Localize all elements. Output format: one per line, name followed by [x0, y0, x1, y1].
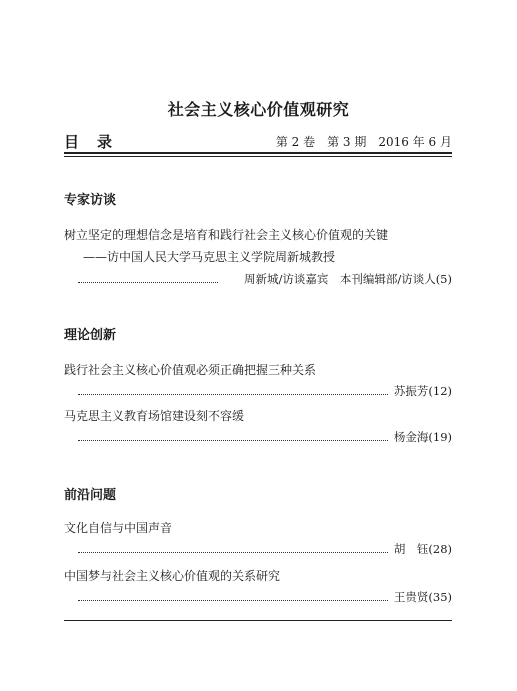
toc-label: 目录 [64, 133, 131, 151]
entry-leader [78, 589, 452, 605]
toc-header [64, 131, 452, 151]
entry-leader [78, 429, 452, 445]
entry-title[interactable]: 树立坚定的理想信念是培育和践行社会主义核心价值观的关键 [64, 228, 389, 242]
leader-dots [78, 599, 388, 601]
leader-dots [78, 439, 388, 441]
leader-dots [78, 393, 388, 395]
entry-author: 苏振芳(12) [393, 384, 452, 398]
entry-author: 周新城/访谈嘉宾 本刊编辑部/访谈人(5) [243, 272, 452, 286]
entry-author: 杨金海(19) [393, 430, 452, 444]
entry-author: 王贵贤(35) [393, 590, 452, 604]
entry-leader [78, 383, 452, 399]
entry-title[interactable]: 践行社会主义核心价值观必须正确把握三种关系 [64, 363, 317, 377]
entry-title[interactable]: 文化自信与中国声音 [64, 521, 173, 535]
header-rule-thick [64, 152, 452, 154]
leader-dots [78, 281, 218, 283]
footer-rule [64, 620, 452, 621]
entry-leader [78, 541, 452, 557]
section-heading-expert-interview: 专家访谈 [64, 193, 117, 208]
entry-title[interactable]: 中国梦与社会主义核心价值观的关系研究 [64, 569, 281, 583]
header-rule-thin [64, 156, 452, 157]
leader-dots [78, 551, 388, 553]
section-heading-theory-innovation: 理论创新 [64, 328, 117, 343]
entry-author: 胡 钰(28) [393, 542, 452, 556]
entry-subtitle: ——访中国人民大学马克思主义学院周新城教授 [83, 250, 336, 264]
entry-leader [78, 271, 452, 287]
journal-title: 社会主义核心价值观研究 [167, 100, 350, 119]
entry-title[interactable]: 马克思主义教育场馆建设刻不容缓 [64, 409, 245, 423]
section-heading-frontier-issues: 前沿问题 [64, 488, 117, 503]
issue-info: 第 2 卷 第 3 期 2016 年 6 月 [275, 135, 452, 149]
